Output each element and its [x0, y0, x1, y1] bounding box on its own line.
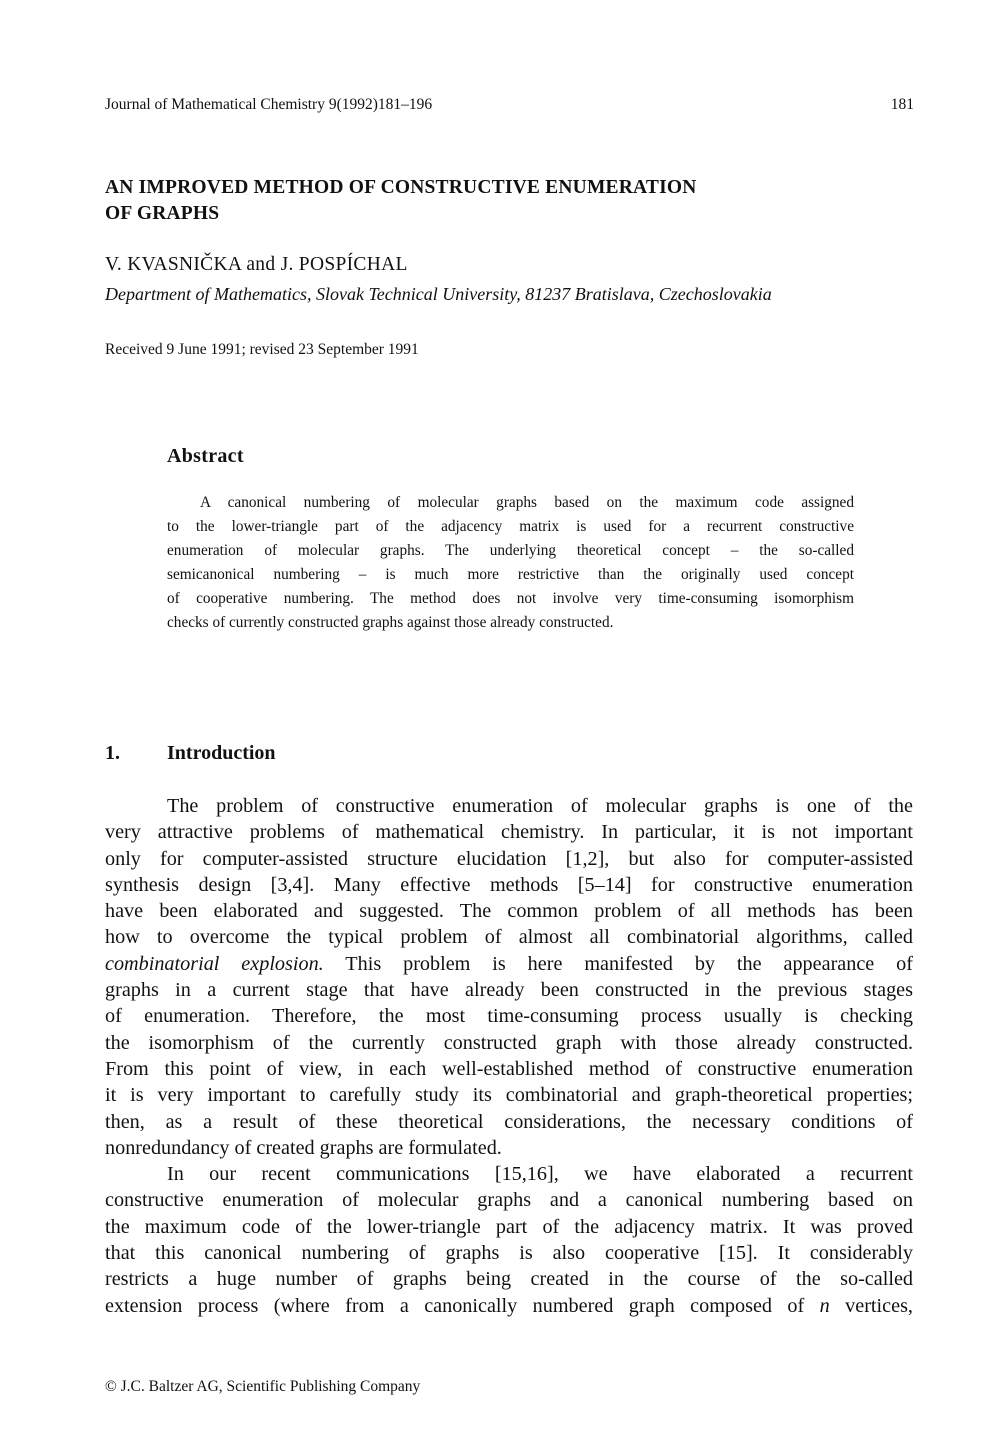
body-text — [105, 793, 913, 1319]
body-line: restricts a huge number of graphs being created in the course of the so-called — [105, 1268, 913, 1291]
abstract-body — [167, 491, 854, 635]
section-title: Introduction — [167, 742, 276, 764]
body-line: The problem of constructive enumeration of molecular graphs is one of the — [167, 795, 913, 817]
body-line: synthesis design [3,4]. Many effective methods [5–14] for constructive enumeration — [105, 873, 913, 896]
body-line-post: vertices, — [829, 1294, 913, 1317]
abstract-line: to the lower-triangle part of the adjacency matrix is used for a recurrent constructive — [167, 518, 854, 535]
abstract-line: semicanonical numbering – is much more restrictive than the originally used concept — [167, 566, 854, 583]
body-line: have been elaborated and suggested. The common problem of all methods has been — [105, 900, 913, 923]
abstract-line: of cooperative numbering. The method does not involve very time-consuming isomorphism — [167, 590, 854, 607]
body-line: nonredundancy of created graphs are formulated. — [105, 1136, 502, 1159]
variable-n: n — [819, 1294, 830, 1317]
body-line: the maximum code of the lower-triangle part of the adjacency matrix. It was proved — [105, 1215, 913, 1238]
body-line: very attractive problems of mathematical chemistry. In particular, it is not important — [105, 821, 913, 844]
abstract-line: A canonical numbering of molecular graphs based on the maximum code assigned — [200, 494, 854, 511]
body-line — [105, 951, 913, 977]
body-line: how to overcome the typical problem of almost all combinatorial algorithms, called — [105, 926, 913, 949]
abstract-line: checks of currently constructed graphs against those already constructed. — [167, 614, 614, 631]
body-line — [105, 1293, 913, 1319]
body-line: that this canonical numbering of graphs is also cooperative [15]. It considerably — [105, 1242, 913, 1265]
copyright-footer: © J.C. Baltzer AG, Scientific Publishing Company — [105, 1378, 421, 1395]
title-line-1: AN IMPROVED METHOD OF CONSTRUCTIVE ENUMERATION — [105, 177, 697, 198]
authors: V. KVASNIČKA and J. POSPÍCHAL — [105, 254, 408, 275]
affiliation: Department of Mathematics, Slovak Technical University, 81237 Bratislava, Czechoslovakia — [105, 284, 772, 304]
body-line: of enumeration. Therefore, the most time-consuming process usually is checking — [105, 1005, 913, 1028]
paper-title — [105, 175, 865, 227]
emphasis-term: combinatorial explosion. — [105, 952, 324, 975]
section-heading — [105, 742, 276, 765]
body-line: it is very important to carefully study its combinatorial and graph-theoretical properties; — [105, 1084, 913, 1107]
body-line-pre: extension process (where from a canonically numbered graph composed of — [105, 1294, 820, 1317]
body-line: graphs in a current stage that have already been constructed in the previous stages — [105, 979, 913, 1002]
title-line-2: OF GRAPHS — [105, 203, 220, 224]
abstract-line: enumeration of molecular graphs. The underlying theoretical concept – the so-called — [167, 542, 854, 559]
journal-citation: Journal of Mathematical Chemistry 9(1992)181–196 — [105, 96, 433, 113]
body-line: constructive enumeration of molecular graphs and a canonical numbering based on — [105, 1189, 913, 1212]
page-number: 181 — [890, 96, 914, 113]
body-line: only for computer-assisted structure elucidation [1,2], but also for computer-assisted — [105, 847, 913, 870]
received-dates: Received 9 June 1991; revised 23 September 1991 — [105, 341, 419, 358]
running-head — [105, 96, 914, 114]
body-line: In our recent communications [15,16], we have elaborated a recurrent — [167, 1163, 913, 1186]
body-line: then, as a result of these theoretical considerations, the necessary conditions of — [105, 1110, 913, 1133]
body-line: From this point of view, in each well-established method of constructive enumeration — [105, 1057, 913, 1080]
body-line: the isomorphism of the currently constructed graph with those already constructed. — [105, 1031, 913, 1054]
section-number: 1. — [105, 742, 120, 764]
abstract-heading: Abstract — [167, 445, 244, 467]
body-line-rest: This problem is here manifested by the appearance of — [323, 952, 914, 975]
